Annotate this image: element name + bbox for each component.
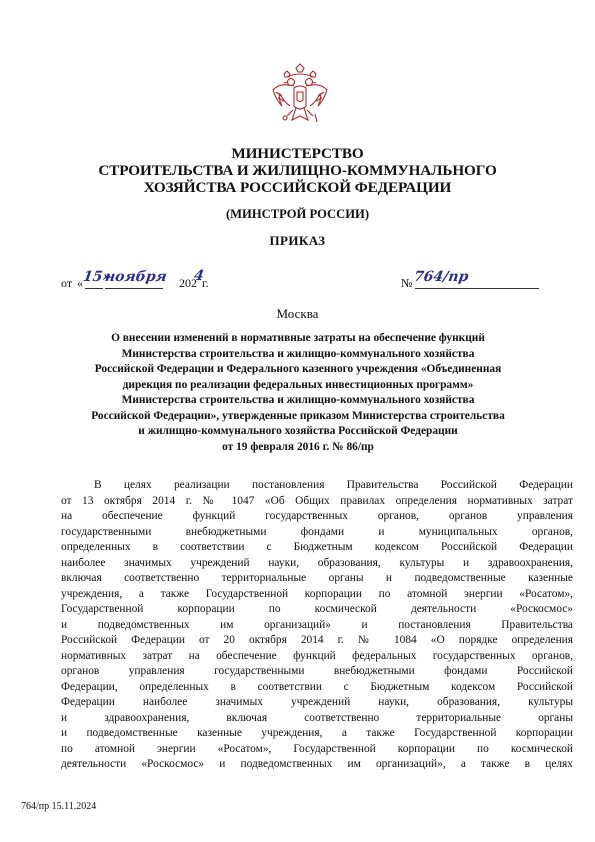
subject-line: и жилищно-коммунального хозяйства Российской Федерации: [138, 425, 458, 437]
body-line: органов управления государственными внебюджетными фондами Российской: [61, 665, 573, 677]
body-line: деятельности «Роскосмос» и подведомственных им организаций», а также в целях: [61, 758, 573, 770]
body-line: наиболее значимых учреждений науки, образования, культуры и здравоохранения,: [61, 556, 573, 569]
city: Москва: [276, 306, 319, 321]
subject-line: Российской Федерации и Федерального казенного учреждения «Объединенная: [94, 363, 502, 375]
body-line: государственными внебюджетными фондами и муниципальных органов,: [61, 525, 573, 538]
body-line: и подведомственные казенные учреждения, а также Государственной корпорации: [61, 727, 573, 739]
subject-line: О внесении изменений в нормативные затраты на обеспечение функций: [111, 332, 485, 344]
body-line: Российской Федерации от 20 октября 2014 г. № 1084 «О порядке определения: [61, 634, 573, 646]
body-line: по атомной энергии «Росатом», Государственной корпорации по космической: [61, 742, 573, 755]
day-underline: [85, 288, 103, 289]
handwritten-year-digit: 4: [192, 268, 205, 284]
body-line: учреждения, а также Государственной корпорации по атомной энергии «Росатом»,: [61, 587, 573, 600]
ministry-short-name: (МИНСТРОЙ РОССИИ): [225, 207, 370, 221]
subject-line: от 19 февраля 2016 г. № 86/пр: [222, 440, 374, 453]
order-title: ПРИКАЗ: [269, 233, 326, 248]
russian-coat-of-arms-icon: [270, 62, 330, 136]
order-date-number-row: [61, 268, 541, 292]
year-suffix: г.: [202, 276, 209, 290]
body-line: нормативных затрат на обеспечение функций федеральных государственных органов,: [61, 649, 573, 662]
handwritten-day: 15»: [81, 269, 113, 285]
number-sign: №: [401, 276, 413, 290]
date-quote-open: «: [77, 276, 83, 290]
handwritten-order-number: 764/пр: [412, 269, 470, 285]
body-line: определенных в соответствии с Бюджетным кодексом Российской Федерации: [61, 541, 573, 553]
body-line: и здравоохранения, включая соответственно территориальные органы: [61, 711, 573, 724]
subject-line: Министерства строительства и жилищно-коммунального хозяйства: [121, 347, 475, 360]
order-subject: [62, 331, 534, 455]
ministry-name-line-2: СТРОИТЕЛЬСТВА И ЖИЛИЩНО-КОММУНАЛЬНОГО: [98, 162, 497, 179]
month-underline: [105, 288, 163, 289]
body-line: на обеспечение функций государственных органов, органов управления: [61, 510, 573, 522]
ministry-name-line-1: МИНИСТЕРСТВО: [231, 145, 364, 162]
ministry-name-line-3: ХОЗЯЙСТВА РОССИЙСКОЙ ФЕДЕРАЦИИ: [143, 179, 452, 196]
body-paragraph: [61, 478, 573, 773]
subject-line: Министерства строительства и жилищно-коммунального хозяйства: [121, 394, 475, 406]
body-line: Государственной корпорации по космической деятельности «Роскосмос»: [61, 603, 573, 615]
date-prefix: от: [61, 276, 73, 290]
body-line: Федерации, определенных в соответствии с Бюджетным кодексом Российской: [61, 680, 573, 693]
year-prefix: 202: [179, 276, 197, 290]
subject-line: дирекция по реализации федеральных инвестиционных программ»: [122, 378, 474, 391]
handwritten-month: ноября: [103, 269, 168, 285]
body-line: от 13 октября 2014 г. № 1047 «Об Общих правилах определения нормативных затрат: [61, 494, 573, 507]
subject-line: Российской Федерации», утвержденные приказом Министерства строительства: [91, 409, 505, 422]
body-line: включая соответственно территориальные органы и подведомственные казенные: [61, 572, 573, 584]
footer-stamp: 764/пр 15.11.2024: [21, 801, 97, 812]
body-line: Федерации наиболее значимых учреждений науки, образования, культуры: [61, 696, 573, 708]
number-underline: [415, 288, 539, 289]
body-line: В целях реализации постановления Правительства Российской Федерации: [94, 479, 573, 491]
body-line: и подведомственных им организаций» и постановления Правительства: [61, 618, 573, 631]
